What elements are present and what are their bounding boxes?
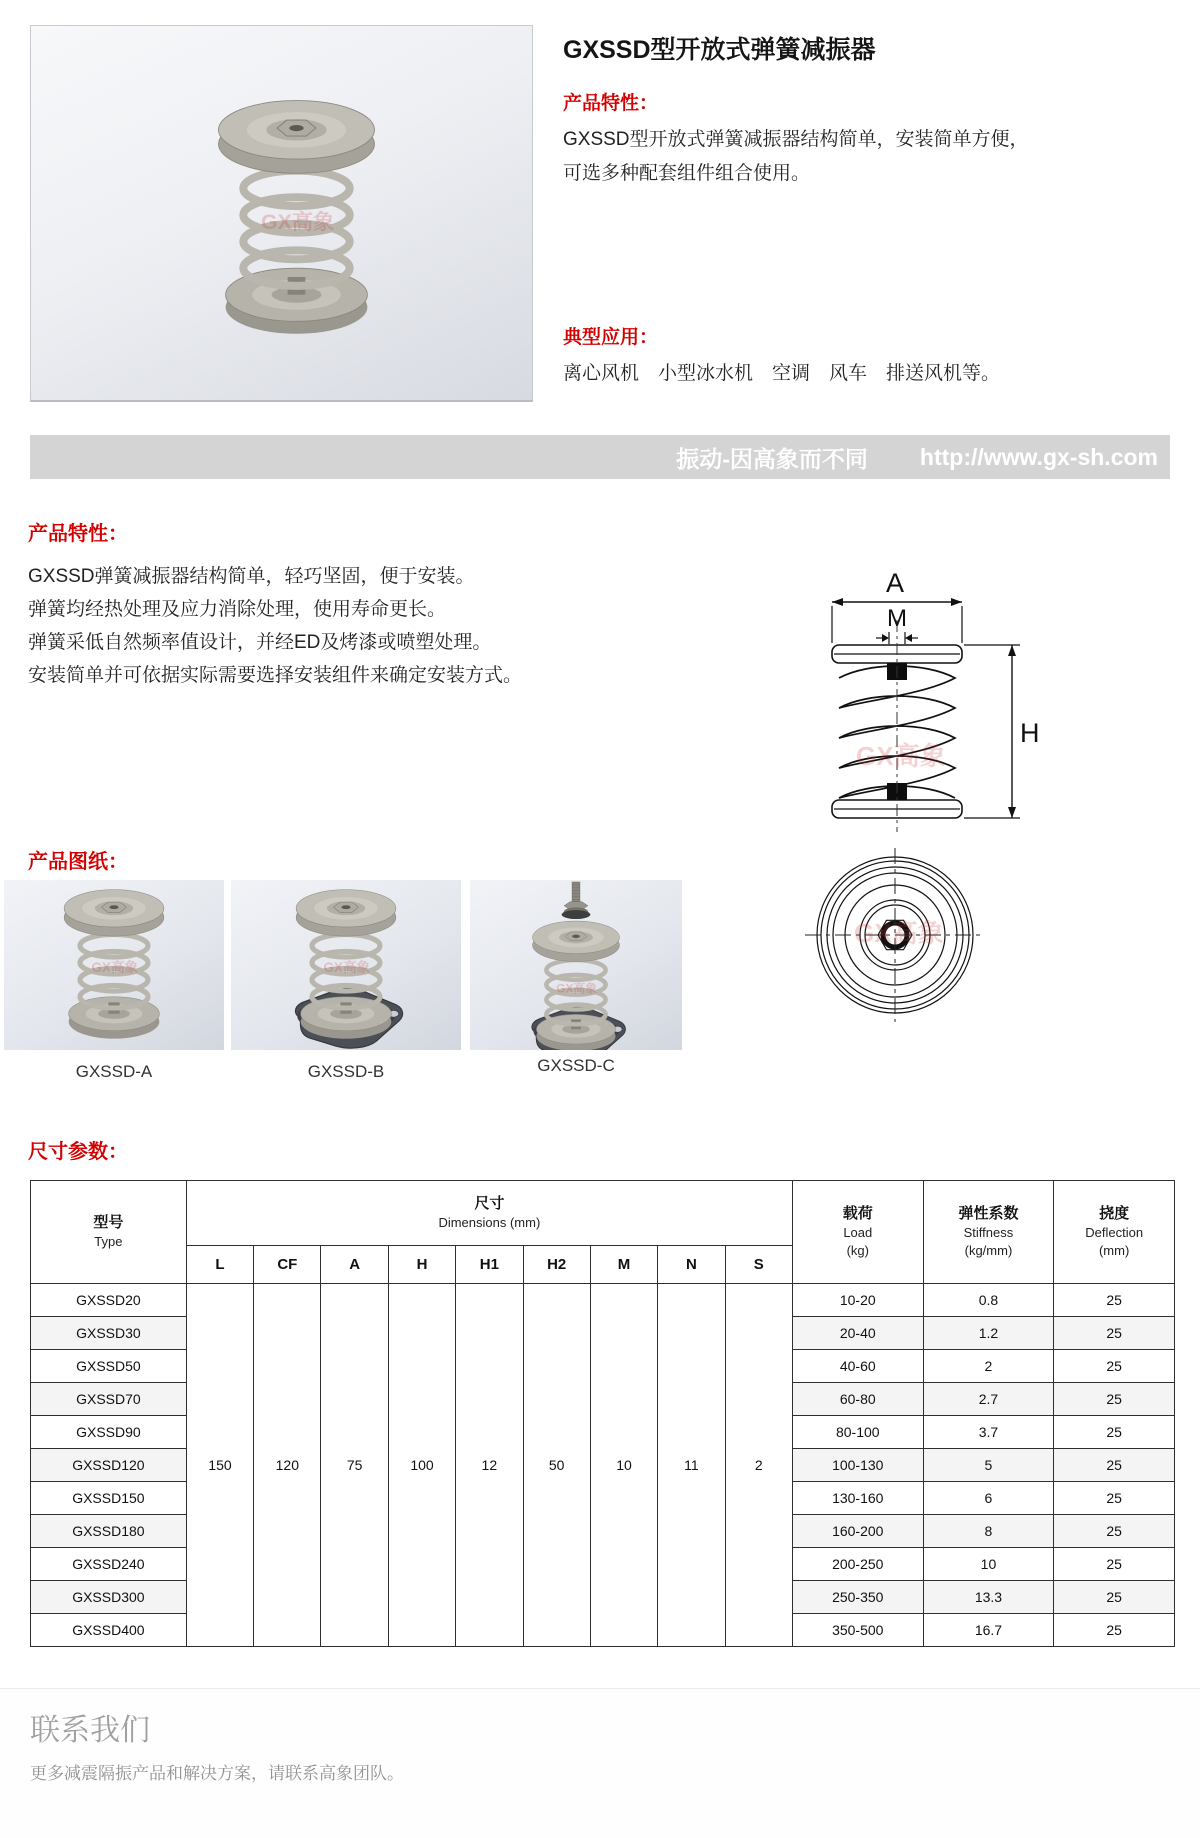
- applications-text: 离心风机 小型冰水机 空调 风车 排送风机等。: [563, 363, 1001, 384]
- feature-line: 弹簧均经热处理及应力消除处理，使用寿命更长。: [28, 599, 447, 620]
- table-row: [31, 1284, 1175, 1317]
- type-cell: GXSSD300: [31, 1581, 187, 1614]
- spring-isolator-b-render: [231, 880, 461, 1050]
- load-cell: 20-40: [792, 1317, 923, 1350]
- slogan-banner: [30, 435, 1170, 479]
- deflection-cell: 25: [1054, 1614, 1175, 1647]
- hero-features-line: GXSSD型开放式弹簧减振器结构简单，安装简单方便，: [563, 129, 1029, 150]
- watermark-text: GX高象: [856, 741, 946, 771]
- model-label-gxssd-b: GXSSD-B: [307, 1062, 385, 1081]
- col-header-type: 型号 Type: [31, 1181, 187, 1284]
- features-section-heading: 产品特性：: [28, 523, 128, 545]
- stiffness-cell: 10: [923, 1548, 1054, 1581]
- top-stud: [562, 882, 591, 919]
- applications-heading: 典型应用：: [563, 327, 659, 348]
- deflection-cell: 25: [1054, 1350, 1175, 1383]
- contact-text: 更多减震隔振产品和解决方案，请联系高象团队。: [30, 1764, 404, 1783]
- size-table-body: [31, 1284, 1175, 1647]
- technical-drawing: [790, 560, 1090, 1040]
- spring-isolator-a-render: [4, 880, 224, 1050]
- deflection-cell: 25: [1054, 1383, 1175, 1416]
- dim-value-cell: 150: [186, 1284, 253, 1647]
- stiffness-cell: 16.7: [923, 1614, 1054, 1647]
- load-cell: 40-60: [792, 1350, 923, 1383]
- deflection-cell: 25: [1054, 1284, 1175, 1317]
- footer: [0, 1688, 1200, 1838]
- stiffness-cell: 13.3: [923, 1581, 1054, 1614]
- type-cell: GXSSD180: [31, 1515, 187, 1548]
- banner-slogan: 振动-因高象而不同: [676, 445, 868, 472]
- stiffness-cell: 2: [923, 1350, 1054, 1383]
- spring-isolator-c-render: [470, 880, 682, 1050]
- stiffness-cell: 6: [923, 1482, 1054, 1515]
- stiffness-cell: 1.2: [923, 1317, 1054, 1350]
- product-photo-gxssd-a: [4, 880, 224, 1050]
- load-cell: 10-20: [792, 1284, 923, 1317]
- dim-col-header: L: [186, 1246, 253, 1284]
- hero-features-heading: 产品特性：: [563, 93, 659, 114]
- stiffness-cell: 3.7: [923, 1416, 1054, 1449]
- deflection-cell: 25: [1054, 1482, 1175, 1515]
- type-cell: GXSSD20: [31, 1284, 187, 1317]
- type-cell: GXSSD120: [31, 1449, 187, 1482]
- dim-col-header: N: [658, 1246, 725, 1284]
- col-header-stiffness: 弹性系数 Stiffness (kg/mm): [923, 1181, 1054, 1284]
- load-cell: 60-80: [792, 1383, 923, 1416]
- stiffness-cell: 0.8: [923, 1284, 1054, 1317]
- deflection-cell: 25: [1054, 1317, 1175, 1350]
- col-header-dimensions: 尺寸 Dimensions (mm): [186, 1181, 792, 1246]
- dim-value-cell: 50: [523, 1284, 590, 1647]
- page-title: GXSSD型开放式弹簧减振器: [563, 36, 876, 64]
- type-cell: GXSSD240: [31, 1548, 187, 1581]
- stiffness-cell: 2.7: [923, 1383, 1054, 1416]
- deflection-cell: 25: [1054, 1515, 1175, 1548]
- model-label-gxssd-a: GXSSD-A: [75, 1062, 153, 1081]
- dim-label-a: A: [885, 568, 905, 598]
- load-cell: 80-100: [792, 1416, 923, 1449]
- contact-heading: 联系我们: [30, 1714, 150, 1747]
- dim-label-m: M: [887, 605, 907, 632]
- feature-line: GXSSD弹簧减振器结构简单，轻巧坚固，便于安装。: [28, 566, 475, 587]
- dim-value-cell: 11: [658, 1284, 725, 1647]
- feature-line: 安装简单并可依据实际需要选择安装组件来确定安装方式。: [28, 665, 523, 686]
- load-cell: 130-160: [792, 1482, 923, 1515]
- drawings-section-heading: 产品图纸：: [28, 851, 128, 873]
- dim-value-cell: 100: [388, 1284, 455, 1647]
- dim-col-header: S: [725, 1246, 792, 1284]
- dim-value-cell: 10: [590, 1284, 657, 1647]
- load-cell: 100-130: [792, 1449, 923, 1482]
- load-cell: 250-350: [792, 1581, 923, 1614]
- product-photo-gxssd-c: [470, 880, 682, 1050]
- spring-isolator-render: [199, 76, 394, 361]
- hero-product-image: [30, 25, 533, 402]
- type-cell: GXSSD90: [31, 1416, 187, 1449]
- type-cell: GXSSD50: [31, 1350, 187, 1383]
- deflection-cell: 25: [1054, 1581, 1175, 1614]
- watermark-text: GX高象: [854, 918, 944, 948]
- banner-url-link[interactable]: http://www.gx-sh.com: [919, 443, 1158, 470]
- deflection-cell: 25: [1054, 1449, 1175, 1482]
- hero-features-line: 可选多种配套组件组合使用。: [563, 163, 811, 184]
- features-section-text: [28, 560, 522, 692]
- type-cell: GXSSD30: [31, 1317, 187, 1350]
- product-photo-gxssd-b: [231, 880, 461, 1050]
- dim-value-cell: 12: [456, 1284, 523, 1647]
- dim-value-cell: 75: [321, 1284, 388, 1647]
- col-header-deflection: 挠度 Deflection (mm): [1054, 1181, 1175, 1284]
- deflection-cell: 25: [1054, 1548, 1175, 1581]
- deflection-cell: 25: [1054, 1416, 1175, 1449]
- dimensions-section-heading: 尺寸参数：: [28, 1141, 128, 1163]
- model-label-gxssd-c: GXSSD-C: [537, 1056, 615, 1075]
- size-table: [30, 1180, 1175, 1647]
- dim-label-h: H: [1020, 718, 1040, 748]
- feature-line: 弹簧采低自然频率值设计，并经ED及烤漆或喷塑处理。: [28, 632, 492, 653]
- stiffness-cell: 8: [923, 1515, 1054, 1548]
- type-cell: GXSSD400: [31, 1614, 187, 1647]
- dim-col-header: H: [388, 1246, 455, 1284]
- type-cell: GXSSD70: [31, 1383, 187, 1416]
- col-header-load: 载荷 Load (kg): [792, 1181, 923, 1284]
- stiffness-cell: 5: [923, 1449, 1054, 1482]
- dim-col-header: H1: [456, 1246, 523, 1284]
- load-cell: 200-250: [792, 1548, 923, 1581]
- load-cell: 350-500: [792, 1614, 923, 1647]
- dim-col-header: A: [321, 1246, 388, 1284]
- type-cell: GXSSD150: [31, 1482, 187, 1515]
- dim-value-cell: 120: [254, 1284, 321, 1647]
- dim-col-header: CF: [254, 1246, 321, 1284]
- load-cell: 160-200: [792, 1515, 923, 1548]
- dim-col-header: H2: [523, 1246, 590, 1284]
- dim-col-header: M: [590, 1246, 657, 1284]
- dim-value-cell: 2: [725, 1284, 792, 1647]
